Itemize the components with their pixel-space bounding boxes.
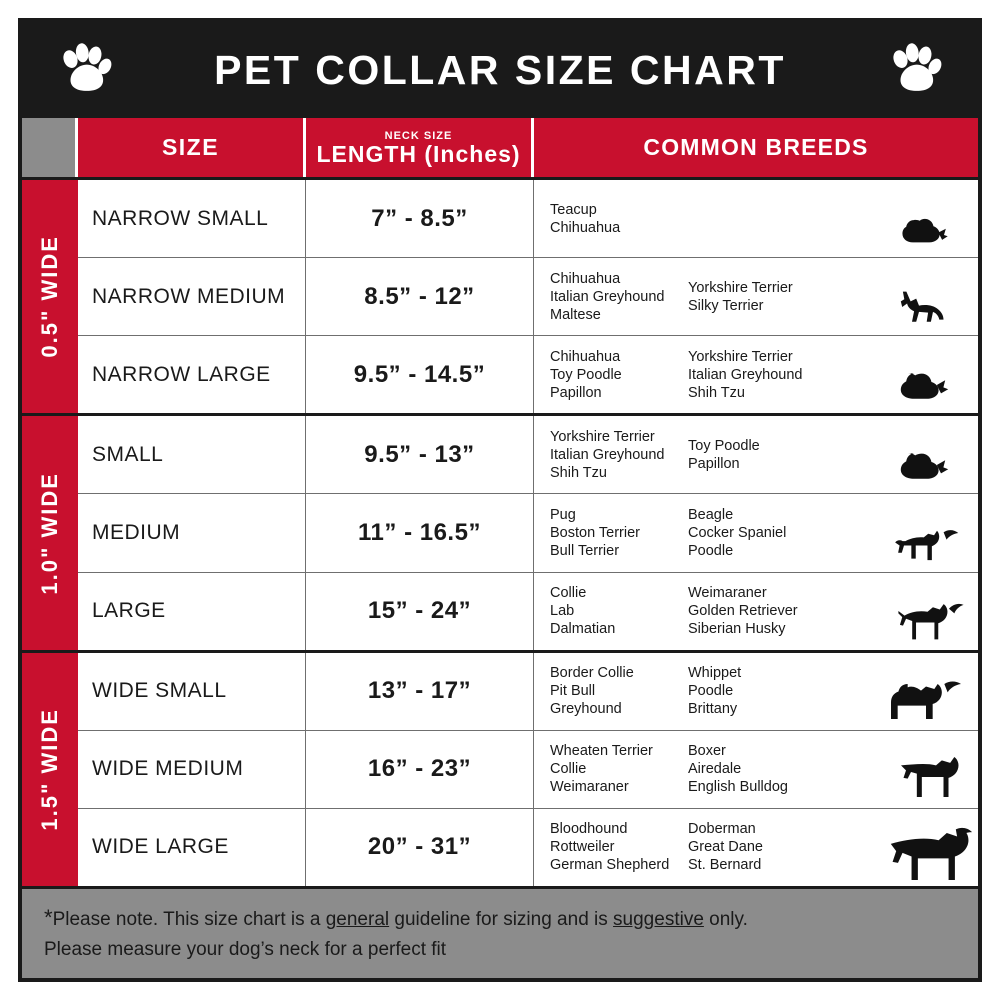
breed-column-2 — [688, 742, 838, 796]
breed-item: Papillon — [550, 384, 602, 401]
column-header-breeds: COMMON BREEDS — [534, 118, 978, 177]
breed-item: Toy Poodle — [688, 437, 760, 454]
table-row — [78, 731, 978, 809]
breed-column-1 — [550, 742, 688, 796]
group-rows — [78, 416, 978, 649]
breed-column-1 — [550, 348, 688, 402]
cell-common-breeds — [534, 180, 874, 257]
width-group — [22, 416, 978, 652]
breed-item: Cocker Spaniel — [688, 524, 787, 541]
group-label-text: 0.5" WIDE — [37, 235, 62, 358]
table-row — [78, 809, 978, 886]
cell-common-breeds — [534, 653, 874, 730]
breed-item: Chihuahua — [550, 219, 621, 236]
breed-item: Doberman — [688, 821, 756, 838]
breed-item: Yorkshire Terrier — [688, 279, 793, 296]
papillon-dog-icon — [874, 336, 978, 413]
group-rows — [78, 180, 978, 413]
breed-item: Whippet — [688, 665, 742, 682]
table-row — [78, 416, 978, 494]
group-rows — [78, 653, 978, 886]
footer-text-general: general — [325, 909, 390, 930]
breed-column-1 — [550, 506, 688, 560]
cell-common-breeds — [534, 731, 874, 808]
breed-item: Yorkshire Terrier — [550, 428, 655, 445]
group-label-3 — [22, 653, 78, 886]
beagle-dog-icon — [874, 494, 978, 571]
chart-header — [22, 22, 978, 118]
cell-common-breeds — [534, 809, 874, 886]
doberman-dog-icon — [874, 809, 978, 886]
cell-size: WIDE SMALL — [78, 653, 306, 730]
asterisk: * — [44, 905, 53, 930]
width-group — [22, 180, 978, 416]
boxer-dog-icon — [874, 731, 978, 808]
breed-column-2 — [688, 584, 838, 638]
group-label-2 — [22, 416, 78, 649]
table-column-headers — [22, 118, 978, 180]
cell-common-breeds — [534, 336, 874, 413]
breed-item: Collie — [550, 761, 587, 778]
cell-size: NARROW LARGE — [78, 336, 306, 413]
chihuahua-dog-icon — [874, 258, 978, 335]
breed-item: Wheaten Terrier — [550, 743, 653, 760]
column-header-length-main: LENGTH (Inches) — [316, 140, 521, 167]
breed-item: Shih Tzu — [550, 464, 607, 481]
breed-item: Chihuahua — [550, 348, 621, 365]
breed-column-1 — [550, 664, 688, 718]
cell-common-breeds — [534, 258, 874, 335]
breed-column-2 — [688, 820, 838, 874]
footer-note — [22, 886, 978, 978]
cell-size: NARROW MEDIUM — [78, 258, 306, 335]
footer-text-c: guideline for sizing and is — [389, 909, 614, 930]
papillon-dog-icon — [874, 416, 978, 493]
breed-item: Beagle — [688, 506, 734, 523]
table-row — [78, 336, 978, 413]
breed-item: Dalmatian — [550, 621, 616, 638]
breed-item: Bull Terrier — [550, 542, 620, 559]
breed-item: Rottweiler — [550, 839, 615, 856]
group-label-text: 1.0" WIDE — [37, 471, 62, 595]
table-body — [22, 180, 978, 886]
breed-column-2 — [688, 437, 838, 473]
chart-frame — [18, 18, 982, 982]
breed-item: German Shepherd — [550, 857, 670, 874]
breed-column-2 — [688, 506, 838, 560]
table-row — [78, 573, 978, 650]
footer-line-1 — [44, 903, 956, 935]
table-row — [78, 653, 978, 731]
breed-column-1 — [550, 270, 688, 324]
page-title: PET COLLAR SIZE CHART — [214, 46, 786, 93]
retriever-dog-icon — [874, 573, 978, 650]
table-row — [78, 258, 978, 336]
breed-column-1 — [550, 820, 688, 874]
yorkie-dog-icon — [874, 180, 978, 257]
footer-line-2: Please measure your dog’s neck for a perfect fit — [44, 939, 447, 960]
footer-text-suggestive: suggestive — [613, 909, 704, 930]
cell-common-breeds — [534, 416, 874, 493]
breed-item: Weimaraner — [550, 779, 629, 796]
cell-neck-length: 13” - 17” — [306, 653, 534, 730]
breed-column-1 — [550, 201, 688, 237]
cell-size: LARGE — [78, 573, 306, 650]
breed-item: Weimaraner — [688, 585, 767, 602]
breed-item: Bloodhound — [550, 821, 628, 838]
breed-item: Shih Tzu — [688, 384, 745, 401]
breed-item: Pug — [550, 506, 576, 523]
breed-item: Maltese — [550, 306, 601, 323]
footer-text-a: Please note. This size chart is a — [52, 909, 326, 930]
group-label-text: 1.5" WIDE — [37, 708, 62, 831]
group-label-1 — [22, 180, 78, 413]
cell-neck-length: 11” - 16.5” — [306, 494, 534, 571]
breed-item: Poodle — [688, 683, 734, 700]
breed-item: Boston Terrier — [550, 524, 640, 541]
breed-item: Teacup — [550, 201, 597, 218]
cell-neck-length: 20” - 31” — [306, 809, 534, 886]
breed-item: Golden Retriever — [688, 603, 798, 620]
breed-item: Poodle — [688, 542, 734, 559]
breed-item: Brittany — [688, 701, 738, 718]
column-header-length-sup: NECK SIZE — [384, 129, 453, 142]
breed-item: Papillon — [688, 455, 740, 472]
cell-size: WIDE MEDIUM — [78, 731, 306, 808]
breed-item: Great Dane — [688, 839, 763, 856]
paw-icon — [56, 41, 114, 99]
breed-item: Pit Bull — [550, 683, 596, 700]
cell-common-breeds — [534, 573, 874, 650]
cell-neck-length: 16” - 23” — [306, 731, 534, 808]
breed-column-2 — [688, 348, 838, 402]
breed-column-2 — [688, 279, 838, 315]
cell-size: NARROW SMALL — [78, 180, 306, 257]
footer-text-e: only. — [703, 909, 748, 930]
cell-neck-length: 7” - 8.5” — [306, 180, 534, 257]
breed-item: Yorkshire Terrier — [688, 348, 793, 365]
width-group — [22, 653, 978, 886]
breed-item: Lab — [550, 603, 575, 620]
breed-item: Collie — [550, 585, 587, 602]
breed-item: Siberian Husky — [688, 621, 786, 638]
breed-item: Silky Terrier — [688, 297, 764, 314]
cell-size: SMALL — [78, 416, 306, 493]
breed-item: St. Bernard — [688, 857, 762, 874]
corner-cell — [22, 118, 78, 177]
breed-item: Italian Greyhound — [688, 366, 803, 383]
breed-item: Greyhound — [550, 701, 622, 718]
table-row — [78, 494, 978, 572]
breed-item: Italian Greyhound — [550, 446, 665, 463]
breed-item: English Bulldog — [688, 779, 788, 796]
breed-item: Airedale — [688, 761, 742, 778]
table-row — [78, 180, 978, 258]
paw-icon — [886, 41, 944, 99]
cell-neck-length: 9.5” - 14.5” — [306, 336, 534, 413]
breed-column-1 — [550, 428, 688, 482]
breed-item: Chihuahua — [550, 270, 621, 287]
breed-item: Italian Greyhound — [550, 288, 665, 305]
cell-neck-length: 9.5” - 13” — [306, 416, 534, 493]
column-header-length — [306, 118, 534, 177]
cell-size: MEDIUM — [78, 494, 306, 571]
cell-common-breeds — [534, 494, 874, 571]
cell-size: WIDE LARGE — [78, 809, 306, 886]
breed-column-2 — [688, 664, 838, 718]
cell-neck-length: 8.5” - 12” — [306, 258, 534, 335]
breed-item: Toy Poodle — [550, 366, 622, 383]
cell-neck-length: 15” - 24” — [306, 573, 534, 650]
bulldog-icon — [874, 653, 978, 730]
breed-item: Boxer — [688, 743, 726, 760]
breed-column-1 — [550, 584, 688, 638]
breed-item: Border Collie — [550, 665, 634, 682]
column-header-size: SIZE — [78, 118, 306, 177]
